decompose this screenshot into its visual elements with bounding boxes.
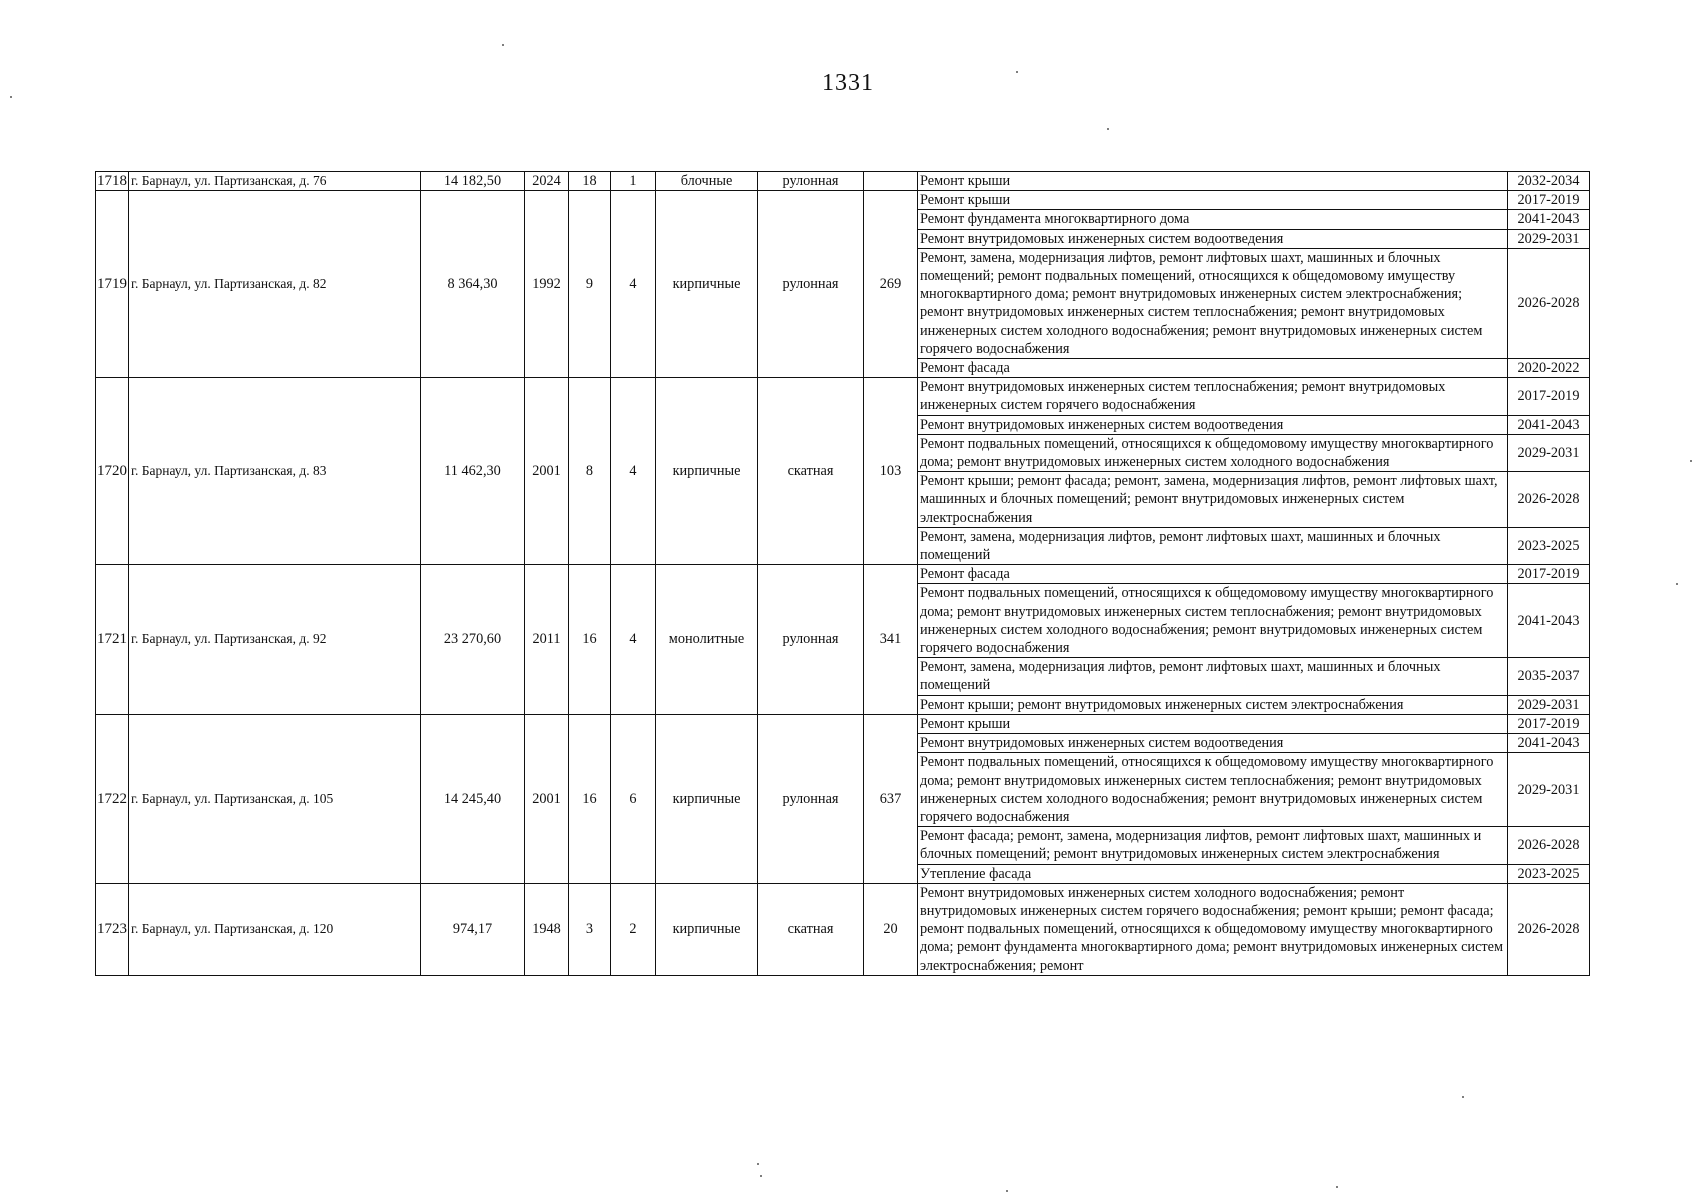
house-walls: кирпичные bbox=[656, 883, 758, 975]
work-description: Ремонт крыши bbox=[918, 191, 1508, 210]
house-address: г. Барнаул, ул. Партизанская, д. 120 bbox=[129, 883, 421, 975]
house-year: 2011 bbox=[525, 565, 569, 715]
house-entrances: 1 bbox=[611, 172, 656, 191]
house-number: 1723 bbox=[96, 883, 129, 975]
house-number: 1719 bbox=[96, 191, 129, 378]
table-row bbox=[96, 191, 1590, 210]
house-entrances: 4 bbox=[611, 565, 656, 715]
table-row bbox=[96, 378, 1590, 415]
house-address: г. Барнаул, ул. Партизанская, д. 92 bbox=[129, 565, 421, 715]
table-row bbox=[96, 714, 1590, 733]
work-period: 2026-2028 bbox=[1508, 827, 1590, 864]
scan-speck bbox=[1336, 1186, 1338, 1188]
house-area: 8 364,30 bbox=[421, 191, 525, 378]
house-address: г. Барнаул, ул. Партизанская, д. 83 bbox=[129, 378, 421, 565]
work-period: 2017-2019 bbox=[1508, 378, 1590, 415]
house-address: г. Барнаул, ул. Партизанская, д. 105 bbox=[129, 714, 421, 883]
work-period: 2041-2043 bbox=[1508, 584, 1590, 658]
house-floors: 16 bbox=[569, 714, 611, 883]
work-description: Ремонт фасада bbox=[918, 565, 1508, 584]
scan-speck bbox=[760, 1175, 762, 1177]
work-description: Ремонт фасада; ремонт, замена, модернизация лифтов, ремонт лифтовых шахт, машинных и блочных помещений; ремонт внутридомовых инженерных систем электроснабжения bbox=[918, 827, 1508, 864]
scan-speck bbox=[1107, 128, 1109, 130]
work-period: 2017-2019 bbox=[1508, 565, 1590, 584]
work-description: Ремонт крыши bbox=[918, 714, 1508, 733]
house-walls: блочные bbox=[656, 172, 758, 191]
work-description: Ремонт крыши; ремонт внутридомовых инженерных систем электроснабжения bbox=[918, 695, 1508, 714]
house-number: 1721 bbox=[96, 565, 129, 715]
work-description: Ремонт подвальных помещений, относящихся к общедомовому имуществу многоквартирного дома; ремонт внутридомовых инженерных систем теплоснабжения; ремонт внутридомовых инженерных систем холодного водоснабжения; ремонт внутридомовых инженерных систем горячего водоснабжения bbox=[918, 753, 1508, 827]
house-residents: 637 bbox=[864, 714, 918, 883]
house-residents: 341 bbox=[864, 565, 918, 715]
house-year: 1948 bbox=[525, 883, 569, 975]
work-period: 2029-2031 bbox=[1508, 695, 1590, 714]
work-period: 2035-2037 bbox=[1508, 658, 1590, 695]
house-walls: кирпичные bbox=[656, 378, 758, 565]
work-description: Ремонт внутридомовых инженерных систем водоотведения bbox=[918, 734, 1508, 753]
work-description: Ремонт внутридомовых инженерных систем водоотведения bbox=[918, 229, 1508, 248]
work-period: 2041-2043 bbox=[1508, 415, 1590, 434]
house-floors: 3 bbox=[569, 883, 611, 975]
work-period: 2017-2019 bbox=[1508, 191, 1590, 210]
house-entrances: 6 bbox=[611, 714, 656, 883]
work-period: 2023-2025 bbox=[1508, 527, 1590, 564]
house-number: 1718 bbox=[97, 173, 127, 189]
house-roof: рулонная bbox=[758, 191, 864, 378]
work-description: Ремонт, замена, модернизация лифтов, ремонт лифтовых шахт, машинных и блочных помещений bbox=[918, 527, 1508, 564]
house-roof: скатная bbox=[758, 378, 864, 565]
scan-speck bbox=[502, 44, 504, 46]
work-description: Ремонт подвальных помещений, относящихся к общедомовому имуществу многоквартирного дома; ремонт внутридомовых инженерных систем холодного водоснабжения bbox=[918, 434, 1508, 471]
house-address: г. Барнаул, ул. Партизанская, д. 76 bbox=[129, 172, 421, 191]
house-roof: рулонная bbox=[758, 172, 864, 191]
work-period: 2020-2022 bbox=[1508, 359, 1590, 378]
house-area: 23 270,60 bbox=[421, 565, 525, 715]
work-description: Ремонт, замена, модернизация лифтов, ремонт лифтовых шахт, машинных и блочных помещений; ремонт подвальных помещений, относящихся к общедомовому имуществу многоквартирного дома; ремонт внутридомовых инженерных систем электроснабжения; ремонт внутридомовых инженерных систем теплоснабжения; ремонт внутридомовых инженерных систем холодного водоснабжения; ремонт внутридомовых инженерных систем горячего водоснабжения bbox=[918, 248, 1508, 358]
scan-speck bbox=[757, 1163, 759, 1165]
scan-speck bbox=[1690, 460, 1692, 462]
work-period: 2029-2031 bbox=[1508, 229, 1590, 248]
work-description: Ремонт крыши; ремонт фасада; ремонт, замена, модернизация лифтов, ремонт лифтовых шахт, машинных и блочных помещений; ремонт внутридомовых инженерных систем электроснабжения bbox=[918, 472, 1508, 528]
table-row bbox=[96, 172, 1590, 191]
work-description: Утепление фасада bbox=[918, 864, 1508, 883]
work-period: 2032-2034 bbox=[1508, 172, 1590, 191]
house-roof: рулонная bbox=[758, 714, 864, 883]
scan-speck bbox=[1016, 71, 1018, 73]
house-area: 14 182,50 bbox=[421, 172, 525, 191]
work-period: 2041-2043 bbox=[1508, 210, 1590, 229]
work-period: 2029-2031 bbox=[1508, 753, 1590, 827]
work-period: 2026-2028 bbox=[1508, 472, 1590, 528]
table-row bbox=[96, 565, 1590, 584]
work-description: Ремонт, замена, модернизация лифтов, ремонт лифтовых шахт, машинных и блочных помещений bbox=[918, 658, 1508, 695]
house-roof: рулонная bbox=[758, 565, 864, 715]
work-description: Ремонт внутридомовых инженерных систем холодного водоснабжения; ремонт внутридомовых инженерных систем горячего водоснабжения; ремонт крыши; ремонт фасада; ремонт подвальных помещений, относящихся к общедомовому имуществу многоквартирного дома; ремонт фундамента многоквартирного дома; ремонт внутридомовых инженерных систем электроснабжения; ремонт bbox=[918, 883, 1508, 975]
work-period: 2026-2028 bbox=[1508, 248, 1590, 358]
house-floors: 8 bbox=[569, 378, 611, 565]
house-floors: 18 bbox=[569, 172, 611, 191]
house-address: г. Барнаул, ул. Партизанская, д. 82 bbox=[129, 191, 421, 378]
work-period: 2029-2031 bbox=[1508, 434, 1590, 471]
house-area: 11 462,30 bbox=[421, 378, 525, 565]
house-number: 1722 bbox=[96, 714, 129, 883]
house-floors: 9 bbox=[569, 191, 611, 378]
house-year: 2001 bbox=[525, 378, 569, 565]
house-area: 14 245,40 bbox=[421, 714, 525, 883]
work-description: Ремонт внутридомовых инженерных систем водоотведения bbox=[918, 415, 1508, 434]
house-entrances: 4 bbox=[611, 378, 656, 565]
house-area: 974,17 bbox=[421, 883, 525, 975]
work-description: Ремонт фундамента многоквартирного дома bbox=[918, 210, 1508, 229]
house-residents: 103 bbox=[864, 378, 918, 565]
table-row bbox=[96, 883, 1590, 975]
house-residents: 20 bbox=[864, 883, 918, 975]
house-year: 2024 bbox=[525, 172, 569, 191]
work-description: Ремонт фасада bbox=[918, 359, 1508, 378]
work-period: 2026-2028 bbox=[1508, 883, 1590, 975]
house-number: 1720 bbox=[96, 378, 129, 565]
work-description: Ремонт крыши bbox=[918, 172, 1508, 191]
house-walls: кирпичные bbox=[656, 191, 758, 378]
house-walls: кирпичные bbox=[656, 714, 758, 883]
work-period: 2017-2019 bbox=[1508, 714, 1590, 733]
house-residents bbox=[864, 172, 918, 191]
house-entrances: 2 bbox=[611, 883, 656, 975]
work-description: Ремонт подвальных помещений, относящихся к общедомовому имуществу многоквартирного дома; ремонт внутридомовых инженерных систем теплоснабжения; ремонт внутридомовых инженерных систем холодного водоснабжения; ремонт внутридомовых инженерных систем горячего водоснабжения bbox=[918, 584, 1508, 658]
house-residents: 269 bbox=[864, 191, 918, 378]
house-entrances: 4 bbox=[611, 191, 656, 378]
work-period: 2041-2043 bbox=[1508, 734, 1590, 753]
house-year: 2001 bbox=[525, 714, 569, 883]
scan-speck bbox=[1462, 1096, 1464, 1098]
page-number: 1331 bbox=[822, 70, 874, 96]
work-period: 2023-2025 bbox=[1508, 864, 1590, 883]
house-year: 1992 bbox=[525, 191, 569, 378]
work-description: Ремонт внутридомовых инженерных систем теплоснабжения; ремонт внутридомовых инженерных систем горячего водоснабжения bbox=[918, 378, 1508, 415]
house-walls: монолитные bbox=[656, 565, 758, 715]
scan-speck bbox=[10, 96, 12, 98]
house-floors: 16 bbox=[569, 565, 611, 715]
house-roof: скатная bbox=[758, 883, 864, 975]
capital-repair-table bbox=[95, 171, 1590, 976]
scan-speck bbox=[1006, 1190, 1008, 1192]
scan-speck bbox=[1676, 583, 1678, 585]
